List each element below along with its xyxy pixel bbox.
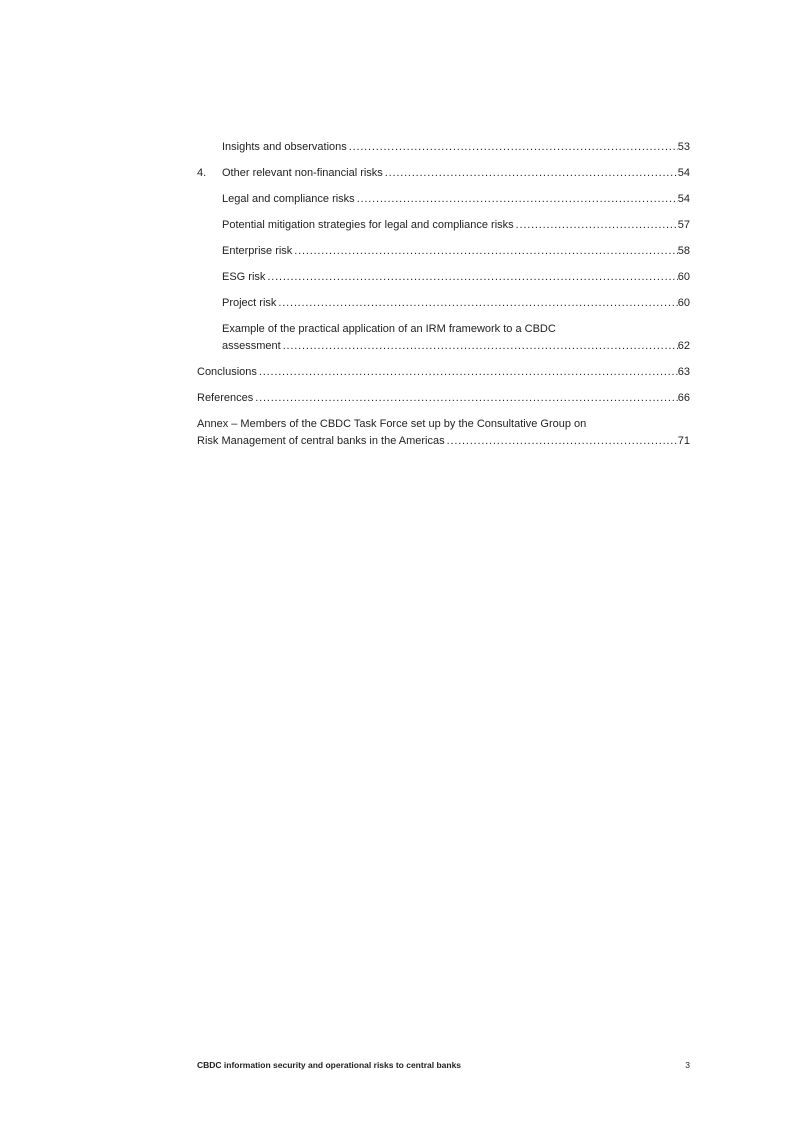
toc-entry (197, 243, 690, 260)
toc-entry-page: 57 (677, 219, 690, 231)
toc-entry (197, 416, 690, 450)
toc-entry-title: ESG risk (222, 271, 266, 283)
toc-entry-page: 62 (677, 340, 690, 352)
toc-entry-title-line2: Risk Management of central banks in the Americas (197, 435, 445, 447)
toc-entry (197, 165, 690, 182)
toc-entry-page: 60 (677, 297, 690, 309)
toc-entry (197, 390, 690, 407)
toc-entry-title: References (197, 392, 254, 404)
toc-entry-page: 54 (677, 167, 690, 179)
toc-entry-page: 58 (677, 245, 690, 257)
dot-leader (516, 217, 678, 234)
dot-leader (267, 269, 677, 286)
dot-leader (278, 295, 677, 312)
dot-leader (294, 243, 677, 260)
toc-entry-page: 63 (677, 366, 690, 378)
dot-leader (447, 433, 678, 450)
toc-entry (197, 321, 690, 355)
toc-entry-title: Project risk (222, 297, 277, 309)
toc-entry (197, 217, 690, 234)
toc-entry-page: 60 (677, 271, 690, 283)
toc-entry-title: Other relevant non-financial risks (222, 167, 383, 179)
footer (197, 1059, 690, 1071)
toc-entry-number: 4. (197, 167, 207, 179)
toc-entry (197, 269, 690, 286)
toc-entry-page: 66 (677, 392, 690, 404)
toc-entry-title: Insights and observations (222, 141, 347, 153)
toc-entry-title: Conclusions (197, 366, 257, 378)
dot-leader (349, 139, 678, 156)
toc-entry-page: 54 (677, 193, 690, 205)
table-of-contents (197, 139, 690, 459)
toc-entry-title-line1: Annex – Members of the CBDC Task Force set up by the Consultative Group on (197, 418, 587, 430)
toc-entry (197, 191, 690, 208)
toc-entry (197, 295, 690, 312)
toc-entry-title-line2: assessment (222, 340, 281, 352)
toc-entry-title: Potential mitigation strategies for legal and compliance risks (222, 219, 514, 231)
toc-entry-page: 53 (677, 141, 690, 153)
dot-leader (255, 390, 677, 407)
toc-entry-title: Legal and compliance risks (222, 193, 355, 205)
dot-leader (283, 338, 678, 355)
toc-entry (197, 364, 690, 381)
footer-page-number: 3 (685, 1060, 690, 1070)
toc-entry-page: 71 (677, 435, 690, 447)
footer-title: CBDC information security and operational risks to central banks (197, 1060, 462, 1070)
dot-leader (357, 191, 678, 208)
dot-leader (259, 364, 678, 381)
toc-entry-title: Enterprise risk (222, 245, 293, 257)
toc-entry (197, 139, 690, 156)
dot-leader (385, 165, 678, 182)
toc-entry-title-line1: Example of the practical application of an IRM framework to a CBDC (222, 323, 556, 335)
